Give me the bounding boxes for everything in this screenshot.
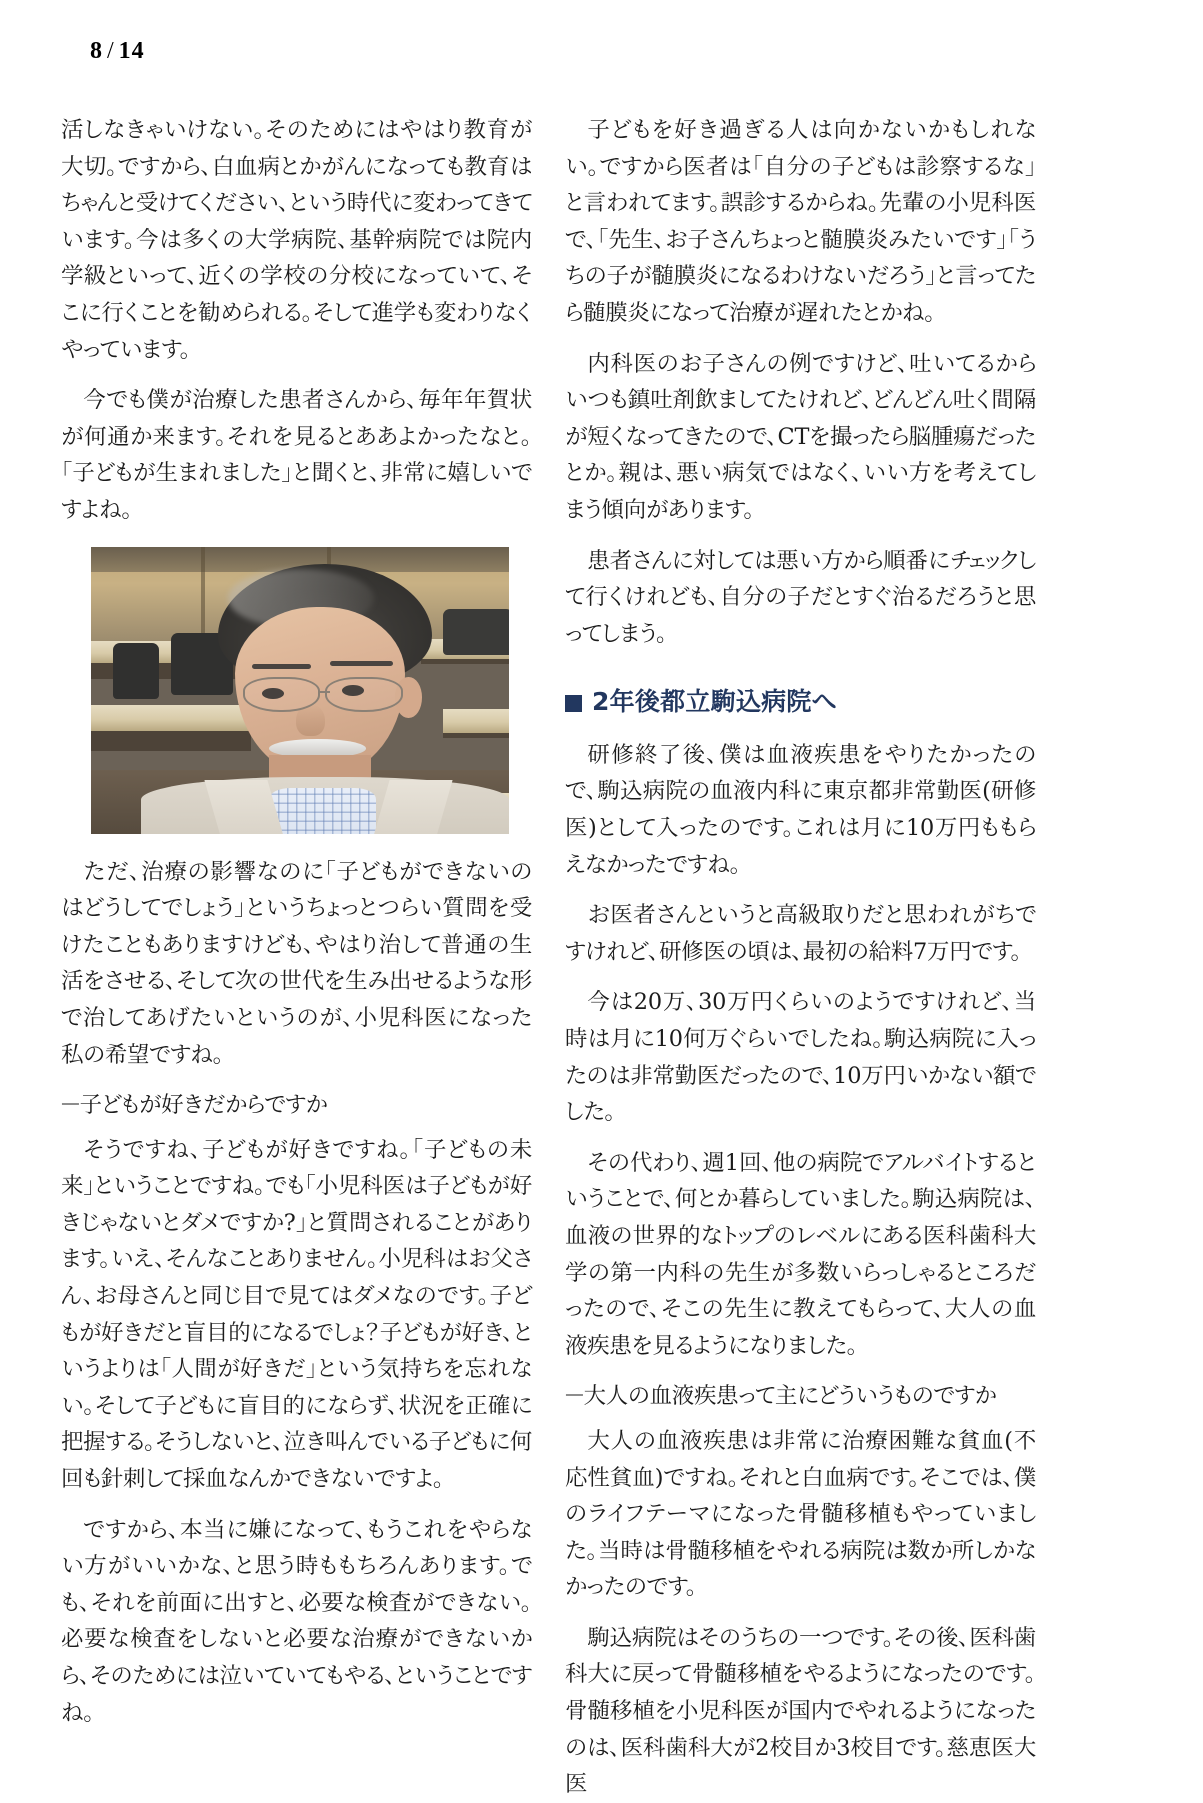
paragraph-gap <box>565 332 1036 346</box>
photo-person-glasses-bridge <box>318 691 330 694</box>
paragraph-gap <box>565 1606 1036 1620</box>
two-column-layout <box>0 112 1203 1803</box>
page-total: 14 <box>118 38 145 64</box>
photo-person-eyebrow <box>330 661 393 666</box>
interview-question: －大人の血液疾患って主にどういうものですか <box>565 1383 997 1410</box>
page-indicator <box>90 38 145 65</box>
paragraph: ですから、本当に嫌になって、もうこれをやらない方がいいかな、と思う時ももちろんあります。でも、それを前面に出すと、必要な検査ができない。必要な検査をしないと必要な治療ができないから、そのためには泣いていてもやる、ということですね。 <box>61 1516 532 1726</box>
paragraph-gap <box>61 1498 532 1512</box>
paragraph: 今でも僕が治療した患者さんから、毎年年賀状が何通か来ます。それを見るとああよかったなと。「子どもが生まれました」と聞くと、非常に嬉しいですよね。 <box>61 387 532 523</box>
paragraph: 内科医のお子さんの例ですけど、吐いてるからいつも鎮吐剤飲ましてたけれど、どんどん吐く間隔が短くなってきたので、CTを撮ったら脳腫瘍だったとか。親は、悪い病気ではなく、いい方を考えてしまう傾向があります。 <box>565 350 1036 523</box>
interview-photo <box>91 547 509 834</box>
photo-person <box>204 564 446 834</box>
photo-chair <box>443 609 509 655</box>
paragraph-gap <box>565 883 1036 897</box>
paragraph: 子どもを好き過ぎる人は向かないかもしれない。ですから医者は「自分の子どもは診察するな」と言われてます。誤診するからね。先輩の小児科医で、「先生、お子さんちょっと髄膜炎みたいです」「うちの子が髄膜炎になるわけないだろう」と言ってたら髄膜炎になって治療が遅れたとかね。 <box>565 117 1036 326</box>
paragraph: 駒込病院はそのうちの一つです。その後、医科歯科大に戻って骨髄移植をやるようになったのです。骨髄移植を小児科医が国内でやれるようになったのは、医科歯科大が2校目か3校目です。慈恵医大医 <box>565 1624 1036 1798</box>
photo-content <box>91 547 509 834</box>
photo-chair <box>113 643 159 699</box>
photo-person-eyebrow <box>252 664 310 669</box>
paragraph: 今は20万、30万円くらいのようですけれど、当時は月に10何万ぐらいでしたね。駒込病院に入ったのは非常勤医だったので、10万円いかない額でした。 <box>565 989 1036 1126</box>
photo-person-glasses-lens <box>325 677 403 712</box>
paragraph: 大人の血液疾患は非常に治療困難な貧血(不応性貧血)ですね。それと白血病です。そこでは、僕のライフテーマになった骨髄移植もやっていました。当時は骨髄移植をやれる病院は数か所しかなかったのです。 <box>565 1427 1036 1601</box>
paragraph-gap <box>61 368 532 382</box>
left-column <box>61 112 532 1803</box>
photo-person-nose <box>296 704 325 736</box>
square-bullet-icon <box>565 695 582 712</box>
section-heading-text: 2年後都立駒込病院へ <box>592 687 837 717</box>
paragraph: 患者さんに対しては悪い方から順番にチェックして行くけれども、自分の子だとすぐ治るだろうと思ってしまう。 <box>565 547 1036 647</box>
paragraph-gap <box>565 529 1036 543</box>
paragraph: ただ、治療の影響なのに「子どもができないのはどうしてでしょう」というちょっとつらい質問を受けたこともありますけども、やはり治して普通の生活をさせる、そして次の世代を生み出せるような形で治してあげたいというのが、小児科医になった私の希望ですね。 <box>61 858 532 1068</box>
paragraph: 活しなきゃいけない。そのためにはやはり教育が大切。ですから、白血病とかがんになっても教育はちゃんと受けてください、という時代に変わってきています。今は多くの大学病院、基幹病院では院内学級といって、近くの学校の分校になっていて、そこに行くことを勧められる。そして進学も変わりなくやっています。 <box>61 117 532 363</box>
paragraph: その代わり、週1回、他の病院でアルバイトするということで、何とか暮らしていました。駒込病院は、血液の世界的なトップのレベルにある医科歯科大学の第一内科の先生が多数いらっしゃるところだったので、そこの先生に教えてもらって、大人の血液疾患を見るようになりました。 <box>565 1149 1036 1359</box>
page-current: 8 <box>90 38 103 64</box>
photo-desk <box>443 709 509 733</box>
right-column <box>565 112 1036 1803</box>
paragraph: お医者さんというと高級取りだと思われがちですけれど、研修医の頃は、最初の給料7万円です。 <box>565 902 1036 965</box>
paragraph-gap <box>565 970 1036 984</box>
page-separator: / <box>106 38 115 64</box>
interview-question: －子どもが好きだからですか <box>61 1092 328 1119</box>
section-heading <box>565 686 1036 719</box>
paragraph: そうですね、子どもが好きですね。「子どもの未来」ということですね。でも「小児科医は子どもが好きじゃないとダメですか?」と質問されることがあります。いえ、そんなことありません。小児科はお父さん、お母さんと同じ目で見てはダメなのです。子どもが好きだと盲目的になるでしょ？子どもが好き、というよりは「人間が好きだ」という気持ちを忘れない。そして子どもに盲目的にならず、状況を正確に把握する。そうしないと、泣き叫んでいる子どもに何回も針刺して採血なんかできないですよ。 <box>61 1136 532 1493</box>
photo-person-shirt <box>269 788 376 834</box>
paragraph: 研修終了後、僕は血液疾患をやりたかったので、駒込病院の血液内科に東京都非常勤医(研修医)として入ったのです。これは月に10万円ももらえなかったですね。 <box>565 741 1036 878</box>
paragraph-gap <box>565 1131 1036 1145</box>
